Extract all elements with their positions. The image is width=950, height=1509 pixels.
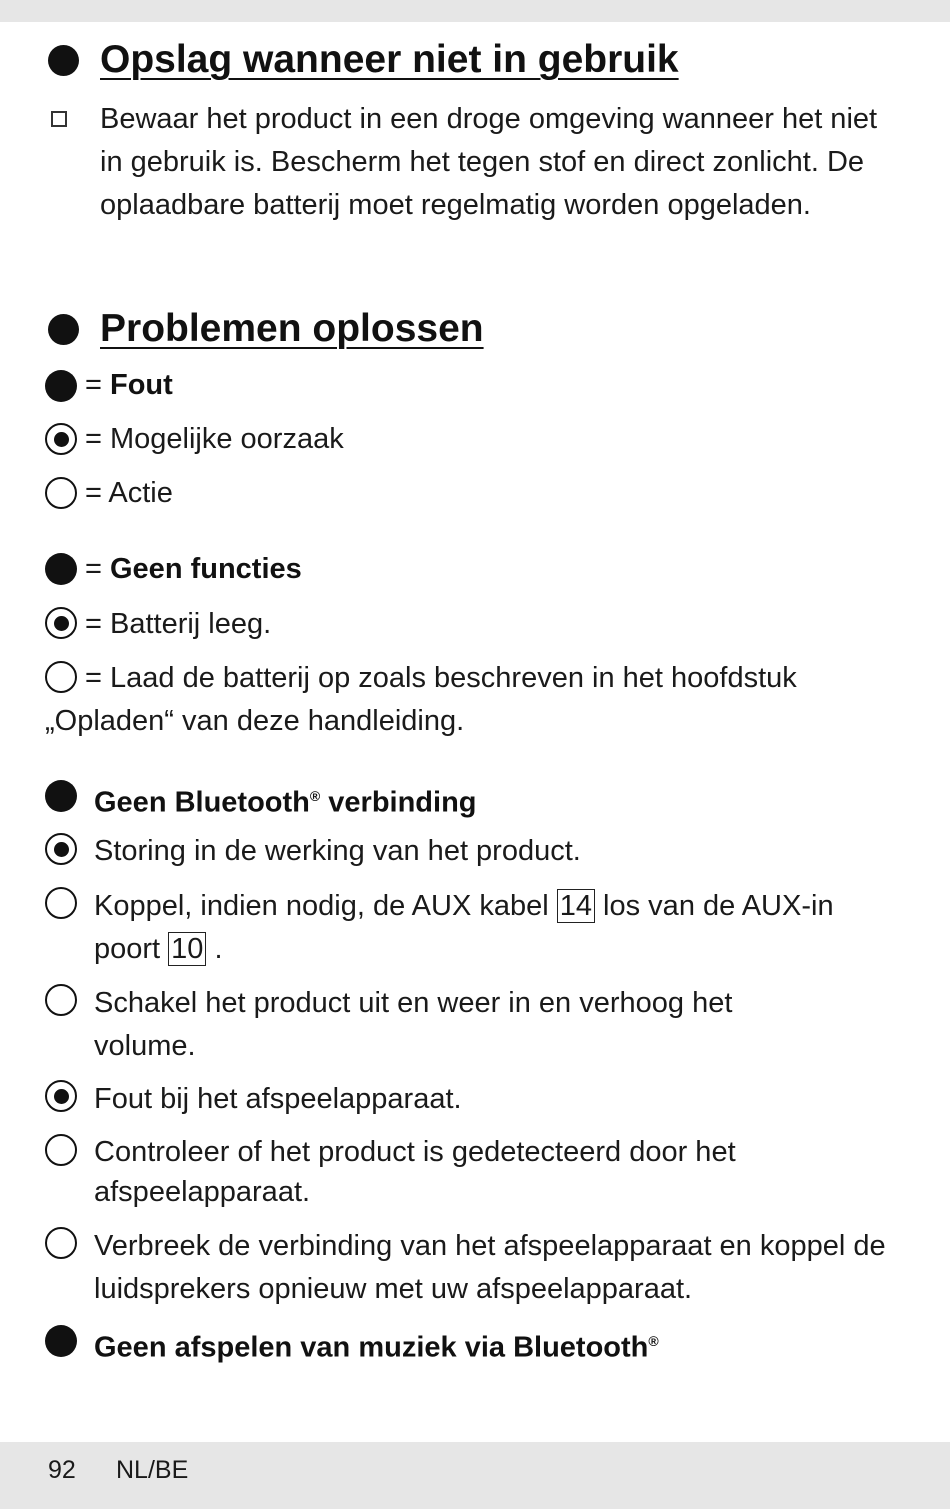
legend-cause: = Mogelijke oorzaak	[85, 423, 344, 455]
fault-bullet-icon	[45, 1325, 77, 1357]
fault-no-bluetooth-suffix: verbinding	[320, 786, 477, 819]
action-bullet-icon	[45, 477, 77, 509]
cause-bullet-icon	[45, 607, 77, 639]
section-bullet-icon	[48, 314, 79, 345]
fault-bullet-icon	[45, 553, 77, 585]
storage-instruction-text: Bewaar het product in een droge omgeving wanneer het niet in gebruik is. Bescherm het tegen stof en direct zonlicht. De oplaadbare batterij moet regelmatig worden opgeladen.	[100, 103, 878, 221]
fault-bullet-icon	[45, 780, 77, 812]
fault-no-functions-title: Geen functies	[110, 553, 302, 585]
cause-bullet-icon	[45, 833, 77, 865]
section-title-troubleshooting: Problemen oplossen	[100, 307, 484, 350]
page-number: 92	[48, 1456, 76, 1484]
action-bullet-icon	[45, 1134, 77, 1166]
language-code: NL/BE	[116, 1456, 189, 1484]
legend-fault	[85, 364, 173, 407]
fault-bullet-icon	[45, 370, 77, 402]
legend-fault-label: Fout	[110, 369, 173, 401]
action-disconnect-aux-part1: Koppel, indien nodig, de AUX kabel	[94, 890, 557, 922]
legend-action: = Actie	[85, 477, 173, 509]
fault-no-music-title: Geen afspelen van muziek via Bluetooth	[94, 1331, 649, 1364]
action-check-detected: Controleer of het product is gedetecteerd door het afspeelapparaat.	[94, 1136, 736, 1208]
action-bullet-icon	[45, 984, 77, 1016]
legend-fault-prefix: =	[85, 369, 110, 401]
registered-mark: ®	[648, 1333, 659, 1349]
fault-prefix: =	[85, 553, 110, 585]
action-restart-product: Schakel het product uit en weer in en verhoog het volume.	[94, 987, 733, 1062]
page-footer	[0, 1442, 950, 1509]
reference-number-aux-cable: 14	[557, 889, 595, 923]
top-margin-band	[0, 0, 950, 22]
action-disconnect-aux-part3: .	[206, 933, 223, 965]
action-disconnect-aux	[94, 885, 884, 971]
cause-product-malfunction: Storing in de werking van het product.	[94, 835, 581, 867]
action-disconnect-aux-part2: los van de AUX-in poort	[94, 890, 834, 965]
cause-bullet-icon	[45, 423, 77, 455]
action-bullet-icon	[45, 887, 77, 919]
checkbox-square-icon	[51, 111, 67, 127]
section-bullet-icon	[48, 45, 79, 76]
action-charge-battery: = Laad de batterij op zoals beschreven in het hoofdstuk „Opladen“ van deze handleiding.	[45, 662, 797, 737]
cause-battery-empty: = Batterij leeg.	[85, 608, 272, 640]
action-reconnect: Verbreek de verbinding van het afspeelapparaat en koppel de luidsprekers opnieuw met uw afspeelapparaat.	[94, 1230, 886, 1305]
action-bullet-icon	[45, 1227, 77, 1259]
registered-mark: ®	[309, 788, 321, 804]
section-title-storage: Opslag wanneer niet in gebruik	[100, 38, 679, 81]
cause-bullet-icon	[45, 1080, 77, 1112]
cause-playback-device-error: Fout bij het afspeelapparaat.	[94, 1083, 462, 1115]
fault-no-bluetooth	[94, 775, 477, 825]
fault-no-music-playback	[94, 1320, 659, 1370]
fault-no-functions	[85, 548, 302, 591]
reference-number-aux-port: 10	[168, 932, 206, 966]
fault-no-bluetooth-title: Geen Bluetooth	[94, 786, 310, 819]
